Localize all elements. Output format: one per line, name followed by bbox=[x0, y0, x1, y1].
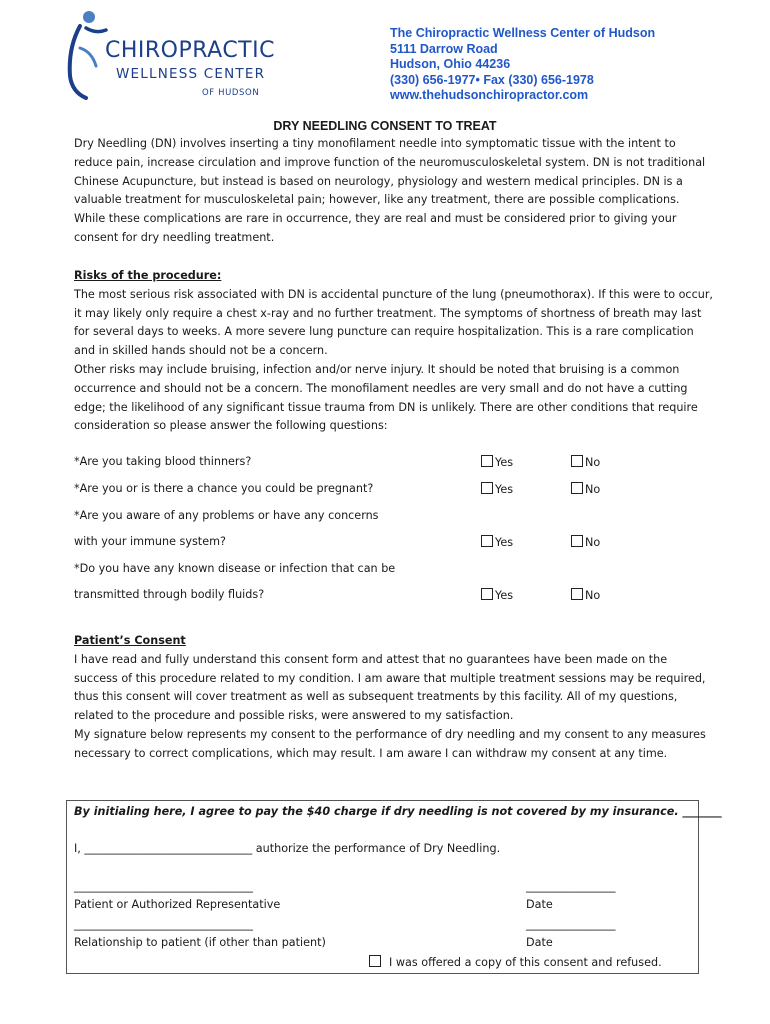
intro-section bbox=[74, 135, 714, 248]
relationship-signature-blank[interactable]: ________________________________ bbox=[74, 918, 253, 931]
q3-yes-option[interactable]: Yes bbox=[481, 535, 513, 549]
checkbox-icon[interactable] bbox=[571, 455, 583, 467]
consent-paragraph-2: My signature below represents my consent to the performance of dry needling and my consent to any measures necessary to correct complications, which may result. I am aware I can withdraw my consent at any time. bbox=[74, 727, 706, 760]
question-blood-thinners: *Are you taking blood thinners? bbox=[74, 455, 252, 468]
checkbox-icon[interactable] bbox=[571, 482, 583, 494]
checkbox-icon[interactable] bbox=[571, 535, 583, 547]
q2-no-option[interactable]: No bbox=[571, 482, 600, 496]
authorize-line[interactable]: I, ______________________________ authorize the performance of Dry Needling. bbox=[74, 842, 501, 855]
risks-section bbox=[74, 267, 714, 436]
q4-yes-option[interactable]: Yes bbox=[481, 588, 513, 602]
checkbox-icon[interactable] bbox=[481, 455, 493, 467]
q3-no-option[interactable]: No bbox=[571, 535, 600, 549]
date-label-1: Date bbox=[526, 898, 553, 911]
logo-line3: OF HUDSON bbox=[202, 88, 260, 98]
date-label-2: Date bbox=[526, 936, 553, 949]
org-name: The Chiropractic Wellness Center of Hudson bbox=[390, 26, 656, 40]
question-immune-line1: *Are you aware of any problems or have any concerns bbox=[74, 509, 379, 522]
q4-no-option[interactable]: No bbox=[571, 588, 600, 602]
copy-refused-label: I was offered a copy of this consent and refused. bbox=[389, 956, 662, 969]
logo-line1: CHIROPRACTIC bbox=[105, 38, 275, 63]
intro-paragraph: Dry Needling (DN) involves inserting a tiny monofilament needle into symptomatic tissue with the intent to reduce pain, increase circulation and improve function of the neuromusculoskeletal system. DN is not traditional Chinese Acupuncture, but instead is based on neurology, physiology and western medical principles. DN is a valuable treatment for musculoskeletal pain; however, like any treatment, there are possible complications. While these complications are rare in occurrence, they are real and must be considered prior to giving your consent for dry needling treatment. bbox=[74, 137, 706, 244]
initial-line[interactable]: By initialing here, I agree to pay the $40 charge if dry needling is not covered by my insurance. _______ bbox=[74, 805, 722, 818]
phone-fax: (330) 656-1977• Fax (330) 656-1978 bbox=[390, 72, 594, 87]
patient-date-blank[interactable]: ________________ bbox=[526, 880, 616, 893]
consent-heading: Patient’s Consent bbox=[74, 634, 186, 647]
checkbox-icon[interactable] bbox=[481, 588, 493, 600]
patient-signature-blank[interactable]: ________________________________ bbox=[74, 880, 253, 893]
risks-paragraph-2: Other risks may include bruising, infection and/or nerve injury. It should be noted that bruising is a common occurrence and should not be a concern. The monofilament needles are very small and do not have a cutting edge; the likelihood of any significant tissue trauma from DN is unlikely. There are other conditions that require consideration so please answer the following questions: bbox=[74, 362, 698, 433]
checkbox-icon[interactable] bbox=[571, 588, 583, 600]
risks-paragraph-1: The most serious risk associated with DN is accidental puncture of the lung (pneumothorax). If this were to occur, it may likely only require a chest x-ray and no further treatment. The symptoms of shortness of breath may last for several days to weeks. A more severe lung puncture can require hospitalization. This is a rare complication and in skilled hands should not be a concern. bbox=[74, 287, 713, 358]
question-disease-line2: transmitted through bodily fluids? bbox=[74, 588, 265, 601]
clinic-logo bbox=[62, 8, 282, 100]
logo-line2: WELLNESS CENTER bbox=[116, 66, 266, 82]
checkbox-icon[interactable] bbox=[481, 482, 493, 494]
consent-paragraph-1: I have read and fully understand this consent form and attest that no guarantees have been made on the success of this procedure related to my condition. I am aware that multiple treatment sessions may be required, thus this consent will cover treatment as well as subsequent treatments by this facility. All of my questions, related to the procedure and possible risks, were answered to my satisfaction. bbox=[74, 652, 706, 723]
address-line1: 5111 Darrow Road bbox=[390, 41, 498, 56]
question-pregnant: *Are you or is there a chance you could be pregnant? bbox=[74, 482, 374, 495]
question-disease-line1: *Do you have any known disease or infection that can be bbox=[74, 562, 396, 575]
document-title: DRY NEEDLING CONSENT TO TREAT bbox=[273, 119, 497, 133]
q1-no-option[interactable]: No bbox=[571, 455, 600, 469]
clinic-contact-info bbox=[390, 26, 655, 104]
consent-section bbox=[74, 632, 714, 764]
q2-yes-option[interactable]: Yes bbox=[481, 482, 513, 496]
checkbox-icon[interactable] bbox=[481, 535, 493, 547]
relationship-date-blank[interactable]: ________________ bbox=[526, 918, 616, 931]
risks-heading: Risks of the procedure: bbox=[74, 269, 222, 282]
question-immune-line2: with your immune system? bbox=[74, 535, 226, 548]
patient-rep-label: Patient or Authorized Representative bbox=[74, 898, 281, 911]
relationship-label: Relationship to patient (if other than patient) bbox=[74, 936, 326, 949]
address-line2: Hudson, Ohio 44236 bbox=[390, 57, 511, 71]
q1-yes-option[interactable]: Yes bbox=[481, 455, 513, 469]
website-link[interactable]: www.thehudsonchiropractor.com bbox=[390, 88, 589, 102]
checkbox-icon[interactable] bbox=[369, 955, 381, 967]
copy-refused-option[interactable] bbox=[369, 955, 662, 969]
